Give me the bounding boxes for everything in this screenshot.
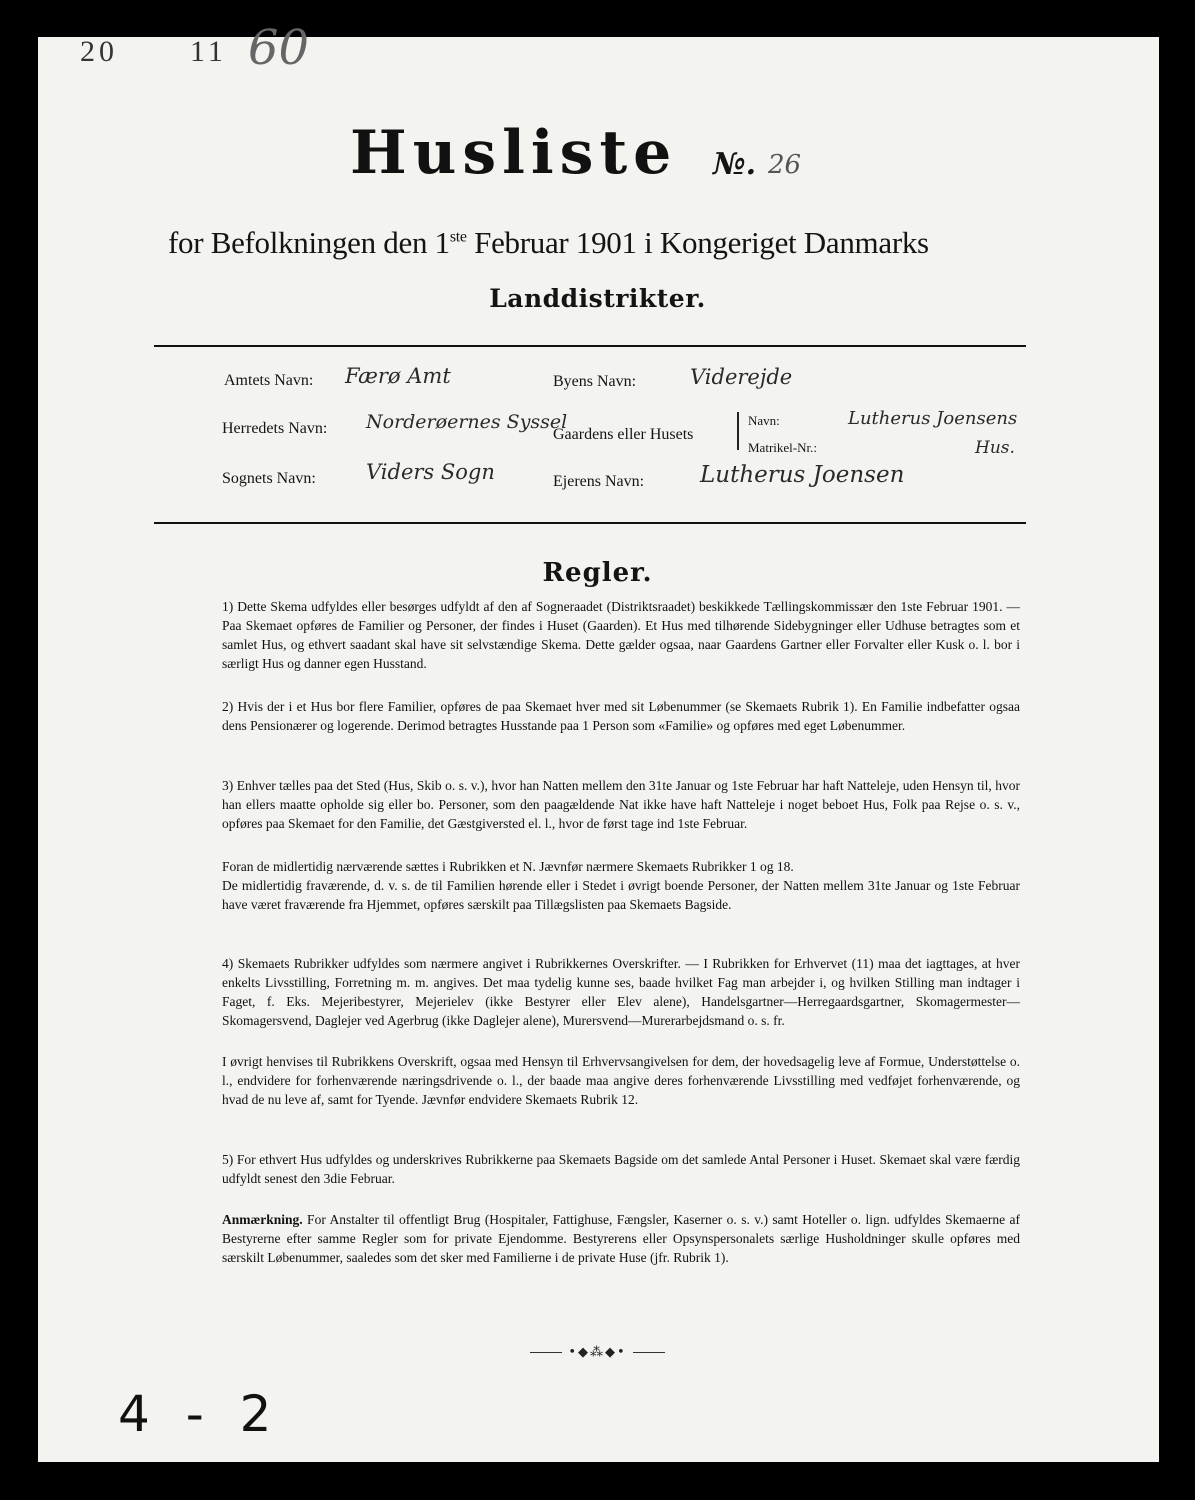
rule-paragraph-3b: Foran de midlertidig nærværende sættes i Rubrikken et N. Jævnfør nærmere Skemaets Rubrikker 1 og 18. bbox=[222, 859, 794, 874]
note-label: Anmærkning. bbox=[222, 1212, 303, 1227]
by-label: Byens Navn: bbox=[553, 373, 637, 390]
gaard-bracket bbox=[737, 412, 739, 450]
sogn-label: Sognets Navn: bbox=[222, 470, 316, 487]
note-text: For Anstalter til offentligt Brug (Hospitaler, Fattighuse, Fængsler, Kaserner o. s. v.) samt Hoteller o. lign. udfyldes Skemaerne af Bestyrerne efter samme Regler som for private Ejendomme. Bestyrerens eller Opsynspersonalets særlige Husholdninger skulle opføres med særskilt Løbenummer, saaledes som det sker med Familierne i de private Huse (jfr. Rubrik 1). bbox=[222, 1212, 1020, 1265]
ejer-value: Lutherus Joensen bbox=[700, 462, 905, 488]
navn-label: Navn: bbox=[748, 413, 780, 428]
subtitle-pre: for Befolkningen den 1 bbox=[168, 225, 450, 260]
matrikel-label: Matrikel-Nr.: bbox=[748, 440, 817, 455]
by-value: Viderejde bbox=[690, 365, 793, 389]
rule-top bbox=[154, 345, 1026, 347]
ornament-glyphs: •◆⁂◆• bbox=[568, 1345, 627, 1360]
sogn-value: Viders Sogn bbox=[366, 460, 495, 484]
rule-bottom bbox=[154, 522, 1026, 524]
form-district: Landdistrikter. bbox=[489, 284, 706, 313]
rule-paragraph-3c: De midlertidig fraværende, d. v. s. de til Familien hørende eller i Stedet i øvrigt boende Personer, der Natten mellem 31te Januar og 1ste Februar have været fraværende fra Hjemmet, opføres særskilt paa Tillægslisten paa Skemaets Bagside. bbox=[222, 878, 1020, 912]
amt-label: Amtets Navn: bbox=[224, 372, 314, 389]
subtitle-sup: ste bbox=[449, 228, 467, 246]
rule-paragraph-4a: 4) Skemaets Rubrikker udfyldes som nærmere angivet i Rubrikkernes Overskrifter. — I Rubrikken for Erhvervet (11) maa det iagttages, at hver enkelts Livsstilling, Forretning m. m. angives. Det maa tydelig kunne ses, baade hvilket Fag man arbejder i, og hvilken Stilling man indtager i Faget, f. Eks. Mejeribestyrer, Mejerielev (ikke Bestyrer eller Elev alene), Handelsgartner—Herregaardsgartner, Skomagermester—Skomagersvend, Daglejer ved Agerbrug (ikke Daglejer alene), Murersvend—Murerarbejdsmand o. s. fr. bbox=[222, 956, 1020, 1028]
rule-paragraph-1: 1) Dette Skema udfyldes eller besørges udfyldt af den af Sogneraadet (Distriktsraadet) beskikkede Tællingskommissær den 1ste Februar 1901. — Paa Skemaet opføres de Familier og Personer, der findes i Huset (Gaarden). Et Hus med tilhørende Sidebygninger eller Udhuse betragtes som et samlet Hus, og ethvert saadant skal have sit selvstændige Skema. Dette gælder ogsaa, naar Gaardens Gartner eller Forvalter eller Kusk o. l. bor i særligt Hus og danner egen Husstand. bbox=[222, 599, 1020, 671]
form-number-value: 26 bbox=[768, 150, 802, 180]
corner-number-b: 11 bbox=[190, 35, 227, 68]
form-title: Husliste bbox=[350, 118, 678, 188]
rule-paragraph-3a: 3) Enhver tælles paa det Sted (Hus, Skib o. s. v.), hvor han Natten mellem den 31te Januar og 1ste Februar har haft Natteleje, uden Hensyn til, hvor han ellers maatte opholde sig eller bo. Personer, som den paagældende Nat ikke have haft Natteleje i noget beboet Hus, Folk paa Rejse o. s. v., opføres paa Skemaet for den Familie, det Gæstgiversted el. l., hvor de først tage ind 1ste Februar. bbox=[222, 778, 1020, 831]
form-number-label: №. bbox=[713, 147, 757, 182]
rules-heading: Regler. bbox=[542, 558, 653, 588]
rule-paragraph-5: 5) For ethvert Hus udfyldes og underskrives Rubrikkerne paa Skemaets Bagside om det samlede Antal Personer i Huset. Skemaet skal være færdig udfyldt senest den 3die Februar. bbox=[222, 1152, 1020, 1186]
corner-number-a: 20 bbox=[80, 35, 118, 68]
corner-handwritten-mark: 60 bbox=[248, 20, 310, 76]
ornament-divider bbox=[0, 1345, 1195, 1360]
herred-label: Herredets Navn: bbox=[222, 420, 328, 437]
ejer-label: Ejerens Navn: bbox=[553, 473, 645, 490]
form-subtitle bbox=[168, 225, 1028, 261]
subtitle-post: Februar 1901 i Kongeriget Danmarks bbox=[466, 225, 929, 260]
gaard-value-1: Lutherus Joensens bbox=[848, 408, 1018, 429]
rule-paragraph-4b: I øvrigt henvises til Rubrikkens Overskrift, ogsaa med Hensyn til Erhvervsangivelsen for dem, der hovedsagelig leve af Formue, Understøttelse o. l., endvidere for forhenværende næringsdrivende o. l., der baade maa angive deres forhenværende Livsstilling med vedføjet forhenværende, og hvad de nu leve af, samt for Tyende. Jævnfør endvidere Skemaets Rubrik 12. bbox=[222, 1054, 1020, 1107]
amt-value: Færø Amt bbox=[345, 364, 451, 388]
herred-value: Norderøernes Syssel bbox=[366, 411, 568, 433]
rule-note bbox=[222, 1210, 1020, 1267]
bottom-handwritten-number: 4 - 2 bbox=[118, 1385, 282, 1443]
rule-paragraph-2: 2) Hvis der i et Hus bor flere Familier, opføres de paa Skemaet hver med sit Løbenummer (se Skemaets Rubrik 1). En Familie indbefatter ogsaa dens Pensionærer og logerende. Derimod betragtes Husstande paa 1 Person som «Familie» og opføres med eget Løbenummer. bbox=[222, 699, 1020, 733]
gaard-value-2: Hus. bbox=[975, 438, 1015, 458]
gaard-label: Gaardens eller Husets bbox=[553, 426, 694, 443]
